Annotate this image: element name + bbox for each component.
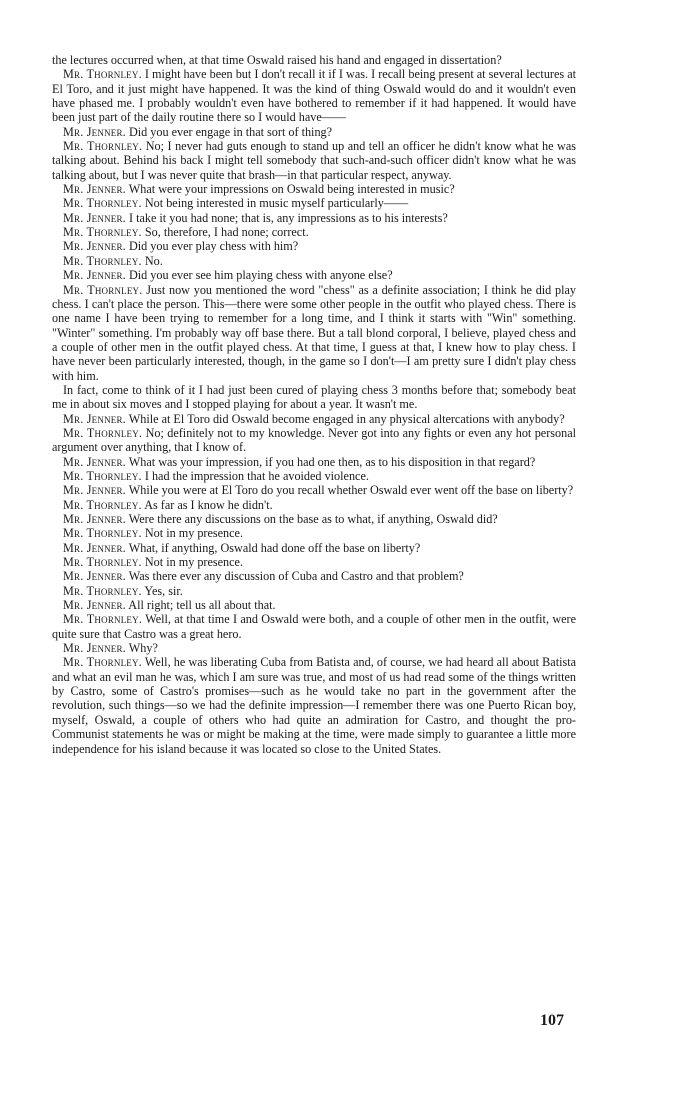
testimony-paragraph: [52, 239, 576, 253]
speaker-name: Mr. Jenner.: [63, 569, 126, 584]
testimony-paragraph: [52, 254, 576, 268]
speaker-name: Mr. Thornley.: [63, 282, 143, 297]
testimony-paragraph: [52, 455, 576, 469]
paragraph-text: Did you ever play chess with him?: [128, 239, 299, 254]
testimony-paragraph: [52, 483, 576, 497]
paragraph-text: Not in my presence.: [144, 555, 244, 570]
testimony-paragraph: [52, 53, 576, 67]
testimony-paragraph: [52, 555, 576, 569]
testimony-paragraph: [52, 125, 576, 139]
speaker-name: Mr. Jenner.: [63, 641, 126, 656]
paragraph-text: Not in my presence.: [144, 526, 244, 541]
testimony-paragraph: [52, 526, 576, 540]
paragraph-text: Well, he was liberating Cuba from Batista and, of course, we had heard all about Batista and what an evil man he was, which I am sure was true, and most of us had read some of the things written by Castro, some of Castro's promises—such as he would take no part in the government after the revolution, such things—so we had the definite impression—I remember there was one Puerto Rican boy, myself, Oswald, a couple of others who had quite an admiration for Castro, and thought the pro-Communist statements he was or might be making at the time, were made simply to guarantee a little more independence for his island because it was located so close to the United States.: [52, 655, 576, 756]
paragraph-text: Did you ever engage in that sort of thing?: [128, 124, 333, 139]
paragraph-text: Just now you mentioned the word "chess" as a definite association; I think he did play chess. I can't place the person. This—there were some other people in the outfit who played chess. There is one name I have been trying to remember for a long time, and I think it starts with "Win" something. "Winter" something. I'm probably way off base there. But a tall blond corporal, I believe, played chess and a couple of other men in the outfit played chess. At that time, I guess at that, I knew how to play chess. I have never been particularly interested, though, in the game so I don't—I am pretty sure I didn't play chess with him.: [52, 282, 577, 383]
paragraph-text: As far as I know he didn't.: [144, 497, 273, 512]
testimony-paragraph: [52, 196, 576, 210]
paragraph-text: Yes, sir.: [144, 583, 183, 598]
paragraph-text: I take it you had none; that is, any impressions as to his interests?: [128, 210, 448, 225]
speaker-name: Mr. Thornley.: [63, 555, 142, 570]
speaker-name: Mr. Thornley.: [63, 67, 142, 82]
paragraph-text: All right; tell us all about that.: [128, 598, 276, 613]
paragraph-text: Were there any discussions on the base as to what, if anything, Oswald did?: [128, 512, 498, 526]
paragraph-text: Did you ever see him playing chess with anyone else?: [128, 268, 393, 283]
paragraph-text: Was there ever any discussion of Cuba and Castro and that problem?: [128, 569, 464, 584]
paragraph-text: What, if anything, Oswald had done off the base on liberty?: [128, 540, 421, 555]
paragraph-text: No; definitely not to my knowledge. Never got into any fights or even any hot personal argument over anything, that I know of.: [52, 425, 576, 455]
paragraph-text: So, therefore, I had none; correct.: [144, 225, 309, 240]
paragraph-text: the lectures occurred when, at that time Oswald raised his hand and engaged in dissertation?: [52, 53, 502, 67]
speaker-name: Mr. Jenner.: [63, 124, 126, 139]
testimony-paragraph: [52, 598, 576, 612]
testimony-paragraph: [52, 182, 576, 196]
testimony-paragraph: [52, 469, 576, 483]
speaker-name: Mr. Jenner.: [63, 210, 126, 225]
paragraph-text: While at El Toro did Oswald become engaged in any physical altercations with anybody?: [128, 411, 565, 426]
paragraph-text: In fact, come to think of it I had just been cured of playing chess 3 months before that; somebody beat me in about six moves and I stopped playing for about a year. It wasn't me.: [52, 382, 576, 412]
speaker-name: Mr. Thornley.: [63, 583, 142, 598]
paragraph-text: Why?: [128, 641, 158, 656]
speaker-name: Mr. Jenner.: [63, 540, 126, 555]
speaker-name: Mr. Thornley.: [63, 497, 142, 512]
testimony-paragraph: [52, 426, 576, 455]
testimony-paragraph: [52, 584, 576, 598]
testimony-paragraph: [52, 569, 576, 583]
speaker-name: Mr. Jenner.: [63, 454, 126, 469]
speaker-name: Mr. Thornley.: [63, 253, 142, 268]
testimony-paragraph: [52, 225, 576, 239]
page-number: 107: [540, 1012, 564, 1029]
paragraph-text: While you were at El Toro do you recall whether Oswald ever went off the base on liberty?: [128, 483, 574, 498]
speaker-name: Mr. Jenner.: [63, 512, 126, 526]
paragraph-text: No.: [144, 253, 163, 268]
speaker-name: Mr. Jenner.: [63, 268, 126, 283]
testimony-paragraph: [52, 211, 576, 225]
testimony-paragraph: [52, 655, 576, 755]
speaker-name: Mr. Jenner.: [63, 182, 126, 197]
paragraph-text: Well, at that time I and Oswald were both, and a couple of other men in the outfit, were quite sure that Castro was a great hero.: [52, 612, 576, 641]
speaker-name: Mr. Jenner.: [63, 411, 126, 426]
speaker-name: Mr. Jenner.: [63, 483, 126, 498]
paragraph-text: Not being interested in music myself particularly——: [144, 196, 409, 211]
testimony-paragraph: [52, 541, 576, 555]
speaker-name: Mr. Thornley.: [63, 139, 143, 154]
speaker-name: Mr. Thornley.: [63, 612, 143, 627]
speaker-name: Mr. Thornley.: [63, 526, 142, 541]
paragraph-text: No; I never had guts enough to stand up and tell an officer he didn't know what he was talking about. Behind his back I might tell somebody that such-and-such officer didn't know what he was talking about, but I was never quite that brash—in that particular respect, anyway.: [52, 139, 577, 182]
testimony-paragraph: [52, 612, 576, 641]
testimony-paragraph: [52, 283, 576, 383]
paragraph-text: What was your impression, if you had one then, as to his disposition in that regard?: [128, 454, 536, 469]
speaker-name: Mr. Thornley.: [63, 425, 143, 440]
speaker-name: Mr. Thornley.: [63, 225, 142, 240]
speaker-name: Mr. Thornley.: [63, 468, 142, 483]
testimony-paragraph: [52, 498, 576, 512]
testimony-paragraph: [52, 383, 576, 412]
testimony-paragraph: [52, 412, 576, 426]
testimony-paragraph: [52, 512, 576, 526]
testimony-paragraph: [52, 139, 576, 182]
testimony-paragraph: [52, 268, 576, 282]
speaker-name: Mr. Thornley.: [63, 655, 142, 670]
speaker-name: Mr. Thornley.: [63, 196, 142, 211]
testimony-text: [52, 53, 576, 756]
testimony-paragraph: [52, 67, 576, 124]
paragraph-text: What were your impressions on Oswald being interested in music?: [128, 182, 455, 197]
testimony-paragraph: [52, 641, 576, 655]
paragraph-text: I had the impression that he avoided violence.: [144, 468, 369, 483]
speaker-name: Mr. Jenner.: [63, 598, 126, 613]
paragraph-text: I might have been but I don't recall it if I was. I recall being present at several lectures at El Toro, and it just might have happened. It was the kind of thing Oswald would do and it wouldn't even have phased me. I probably wouldn't even have bothered to remember if it had happened. It would have been just part of the daily routine there so I would have——: [52, 67, 576, 125]
speaker-name: Mr. Jenner.: [63, 239, 126, 254]
